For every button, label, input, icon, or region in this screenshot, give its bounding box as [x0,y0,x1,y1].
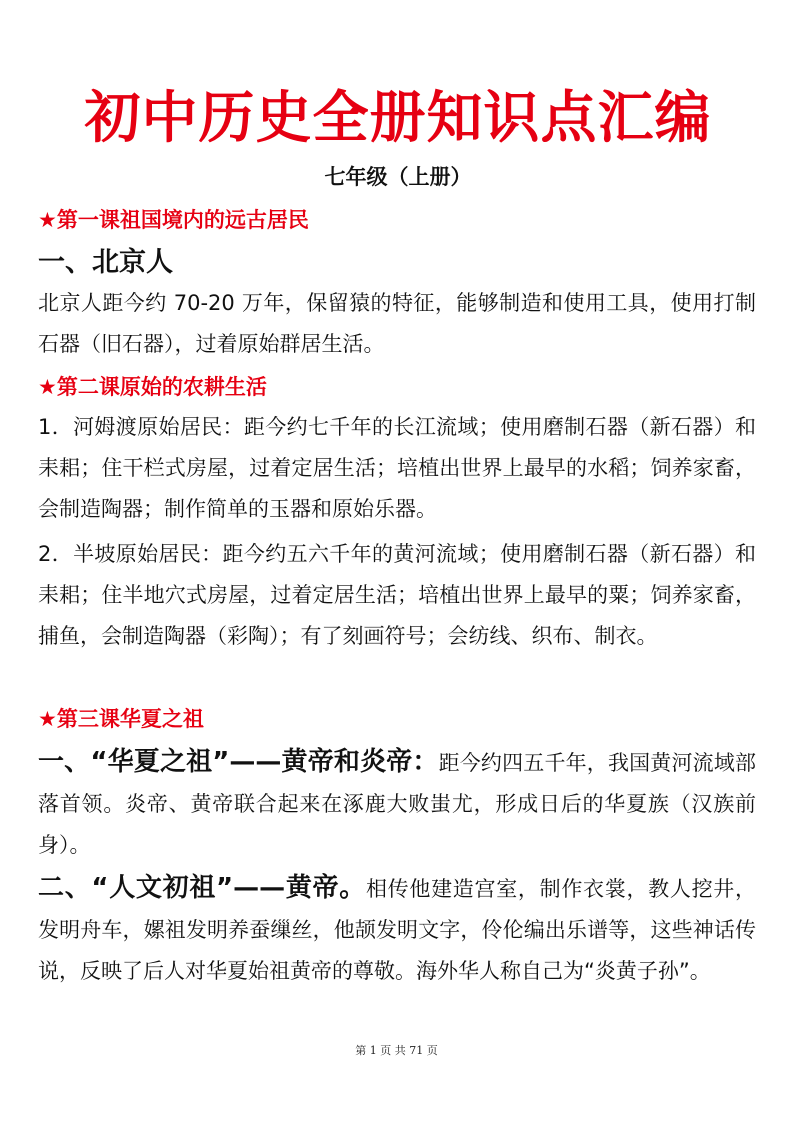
paragraph-hemudu: 1．河姆渡原始居民：距今约七千年的长江流域；使用磨制石器（新石器）和耒耜；住干栏式房屋，过着定居生活；培植出世界上最早的水稻；饲养家畜，会制造陶器；制作简单的玉器和原始乐器。 [38,415,756,521]
section-heading-peking-man: 一、北京人 [38,247,173,278]
section-heading-huaxia-ancestor: 一、“华夏之祖”——黄帝和炎帝： [38,747,439,777]
lesson-heading-1: ★第一课祖国境内的远古居民 [38,208,309,232]
paragraph-peking-man: 北京人距今约 70-20 万年，保留猿的特征，能够制造和使用工具，使用打制石器（旧石器），过着原始群居生活。 [38,291,756,356]
lesson-heading-2: ★第二课原始的农耕生活 [38,375,267,399]
paragraph-banpo: 2．半坡原始居民：距今约五六千年的黄河流域；使用磨制石器（新石器）和耒耜；住半地穴式房屋，过着定居生活；培植出世界上最早的粟；饲养家畜，捕鱼，会制造陶器（彩陶）；有了刻画符号；会纺线、织布、制衣。 [38,542,756,648]
section-heading-humanity-ancestor: 二、“人文初祖”——黄帝。 [38,873,366,903]
section-text-humanity-ancestor: 相传他建造宫室，制作衣裳，教人挖井，发明舟车，嫘祖发明养蚕缫丝，他颉发明文字，伶伦编出乐谱等，这些神话传说，反映了后人对华夏始祖黄帝的尊敬。海外华人称自己为“炎黄子孙”。 [38,877,756,983]
paragraph-huangdi-yandi [38,742,756,866]
page-number-footer: 第 1 页 共 71 页 [355,1044,438,1057]
grade-subtitle: 七年级（上册） [324,165,472,189]
section-text-huaxia-ancestor: 距今约四五千年，我国黄河流域部落首领。炎帝、黄帝联合起来在涿鹿大败蚩尤，形成日后的华夏族（汉族前身）。 [38,751,756,857]
paragraph-huangdi [38,868,756,992]
page-title: 初中历史全册知识点汇编 [84,85,712,151]
lesson-heading-3: ★第三课华夏之祖 [38,707,204,731]
